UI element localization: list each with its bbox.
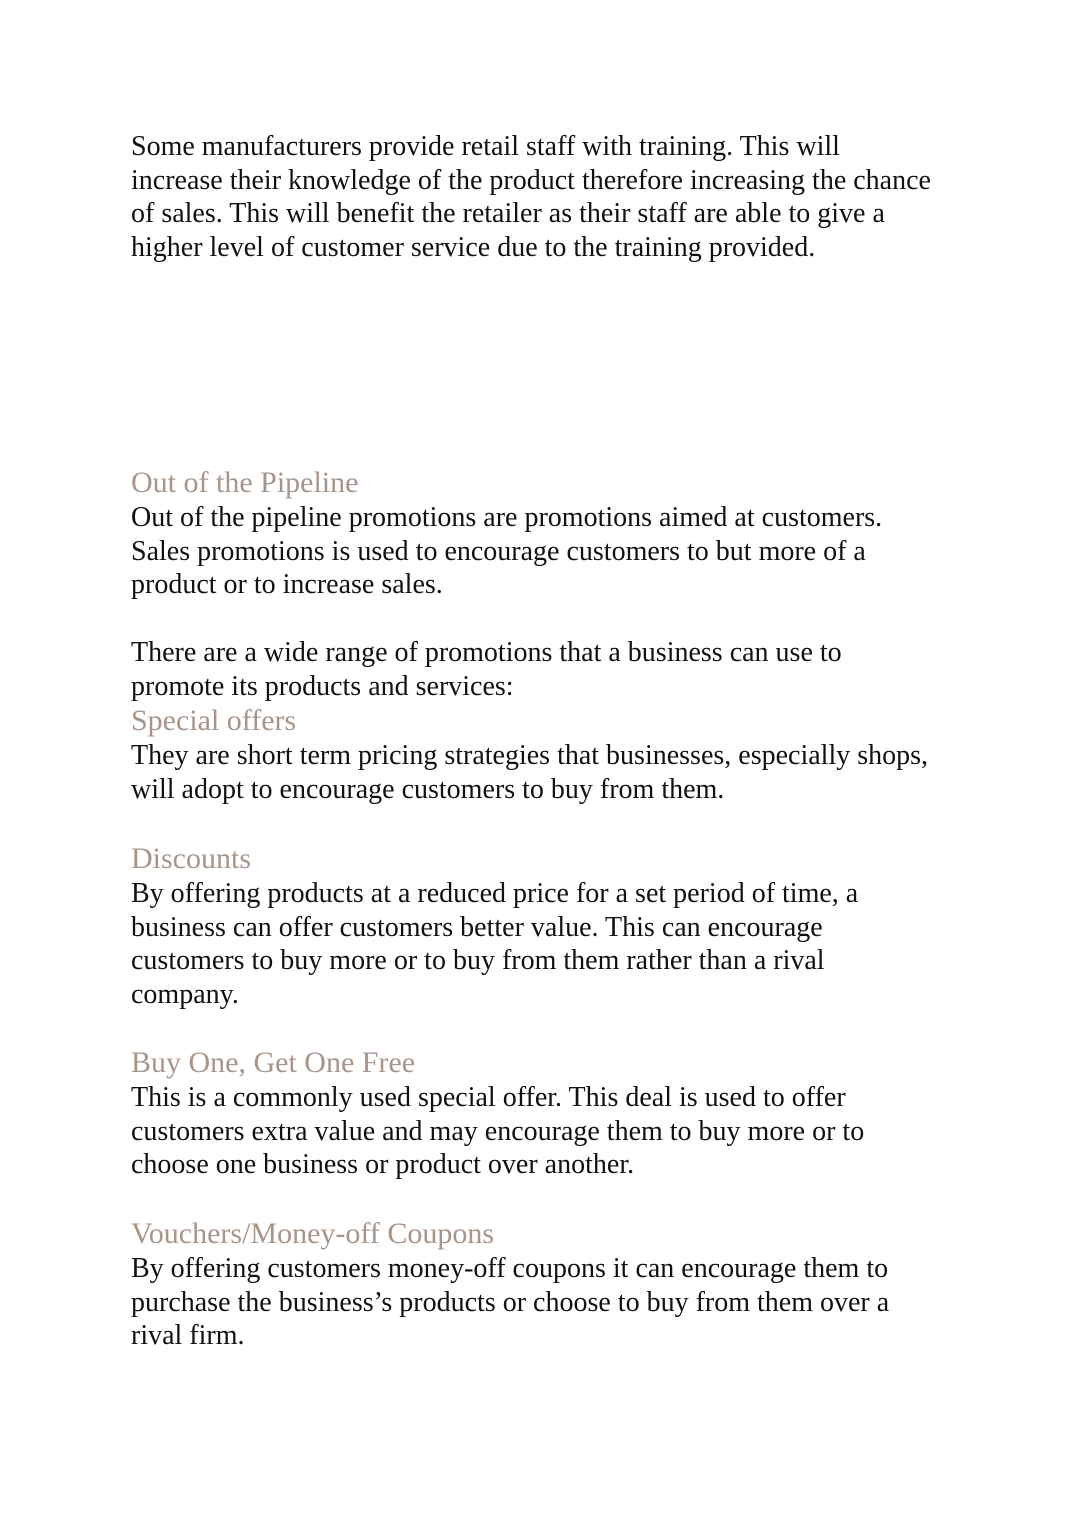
promotions-range-section <box>131 636 931 806</box>
bogof-section <box>131 1045 931 1182</box>
out-of-pipeline-heading: Out of the Pipeline <box>131 466 359 499</box>
discounts-heading: Discounts <box>131 842 251 875</box>
discounts-paragraph: By offering products at a reduced price for a set period of time, a business can offer customers better value. This can encourage customers to buy more or to buy from them rather than a rival company. <box>131 878 859 1010</box>
special-offers-heading: Special offers <box>131 704 297 737</box>
bogof-paragraph: This is a commonly used special offer. This deal is used to offer customers extra value and may encourage them to buy more or to choose one business or product over another. <box>131 1082 865 1180</box>
discounts-section <box>131 841 931 1011</box>
vouchers-heading: Vouchers/Money-off Coupons <box>131 1217 495 1250</box>
vouchers-paragraph: By offering customers money-off coupons it can encourage them to purchase the business’s products or choose to buy from them over a rival firm. <box>131 1253 890 1351</box>
bogof-heading: Buy One, Get One Free <box>131 1046 416 1079</box>
intro-paragraph: Some manufacturers provide retail staff with training. This will increase their knowledge of the product therefore increasing the chance of sales. This will benefit the retailer as their staff are able to give a higher level of customer service due to the training provided. <box>131 131 931 263</box>
out-of-pipeline-section <box>131 465 931 602</box>
vouchers-section <box>131 1216 931 1353</box>
special-offers-paragraph: They are short term pricing strategies that businesses, especially shops, will adopt to encourage customers to buy from them. <box>131 740 929 805</box>
out-of-pipeline-paragraph: Out of the pipeline promotions are promotions aimed at customers. Sales promotions is used to encourage customers to but more of a product or to increase sales. <box>131 502 883 600</box>
promotions-range-paragraph: There are a wide range of promotions that a business can use to promote its products and services: <box>131 637 842 702</box>
intro-section <box>131 130 931 264</box>
